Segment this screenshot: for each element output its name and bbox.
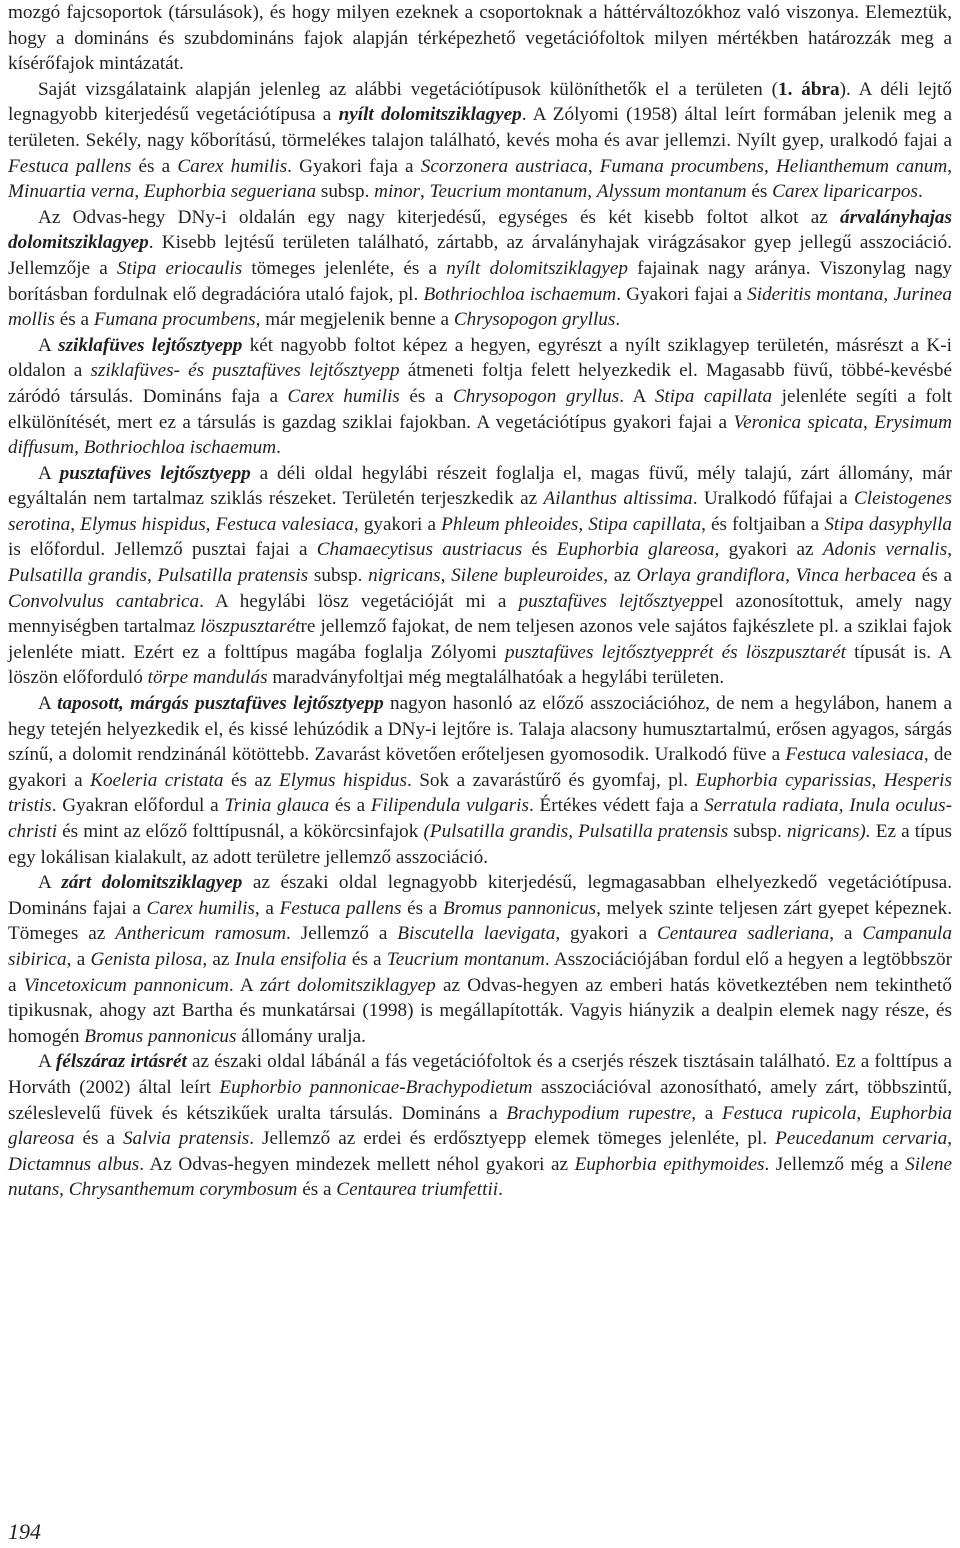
species-name: Stipa dasyphylla xyxy=(824,513,952,535)
species-name: Orlaya grandiflora xyxy=(636,565,786,587)
text-run: és a xyxy=(74,1128,123,1150)
species-name: Stipa capillata xyxy=(654,385,773,407)
text-run: az északi oldal legnagyobb kiterjedésű, legmagasabban elhelyezkedő vegetációtípusa. Domináns fajai a xyxy=(8,872,952,919)
species-name: Campanula sibirica xyxy=(8,923,952,970)
species-name: Dictamnus albus xyxy=(8,1153,140,1175)
vegetation-type: nyílt dolomitsziklagyep xyxy=(338,104,522,126)
species-name: Cleistogenes serotina xyxy=(8,488,952,535)
species-name: Festuca rupicola xyxy=(721,1102,857,1124)
text-run: . xyxy=(498,1179,503,1201)
text-run: , a xyxy=(829,923,863,945)
text-run: és mint az előző folttípusnál, a kökörcsinfajok xyxy=(57,821,424,842)
species-name: Phleum phleoides xyxy=(441,513,579,535)
species-name: Festuca pallens xyxy=(279,897,402,919)
paragraph xyxy=(8,205,952,333)
paragraph xyxy=(8,0,952,77)
text-run: Ez a típus egy lokálisan kialakult, az adott területre jellemző asszociáció. xyxy=(8,821,953,868)
text-run: maradványfoltjai még megtalálhatóak a hegylábi területen. xyxy=(267,667,725,689)
text-run: subsp. xyxy=(308,565,369,587)
species-name: Carex humilis xyxy=(287,385,400,407)
species-name: Festuca valesiaca xyxy=(785,744,924,766)
species-name: Salvia pratensis xyxy=(122,1128,250,1150)
text-run: , xyxy=(763,155,776,177)
text-run: és a xyxy=(131,155,178,177)
vegetation-type: pusztafüves lejtősztyepp xyxy=(59,462,251,484)
species-name: Stipa eriocaulis xyxy=(116,257,243,279)
text-run: gyakori a xyxy=(358,513,442,535)
species-name: Peucedanum cervaria xyxy=(775,1128,948,1150)
text-run: , az xyxy=(603,565,637,587)
text-run: és xyxy=(746,181,773,203)
species-name: Bromus pannonicus xyxy=(84,1025,237,1047)
text-run: , xyxy=(205,513,216,535)
species-name: Brachypodium rupestre xyxy=(506,1102,692,1124)
species-name: Euphorbia cyparissias xyxy=(695,769,872,791)
text-run: . A Zólyomi (1958) által leírt formában jelenik meg a területen. Sekély, nagy kőborítású, törmelékes talajon található, kevés moha és avar jellemzi. Nyílt gyep, uralkodó fajai a xyxy=(8,104,952,151)
text-run: , xyxy=(862,411,875,433)
text-run: és a xyxy=(297,1179,337,1201)
text-run: és a xyxy=(399,385,453,407)
text-run: A xyxy=(38,334,59,356)
species-name: Hesperis tristis xyxy=(8,769,952,817)
text-run: nagyon hasonló az előző asszociációhoz, de nem a hegylábon, hanem a hegy tetején helyezkedik el, és kissé lehúzódik a DNy-i lejtőre is. Talaja alacsony humusztartalmú, erősen agyagos, sárgás színű, a dolomit rendzinánál kötöttebb. Zavarást követően erőteljesen gyomosodik. Uralkodó füve a xyxy=(8,693,953,766)
text-run: , xyxy=(587,181,597,203)
text-run: . A xyxy=(228,974,260,996)
species-name: Convolvulus cantabrica xyxy=(8,590,200,612)
vegetation-type: félszáraz irtásrét xyxy=(55,1051,187,1073)
vegetation-type: árvalányhajas dolomitsziklagyep xyxy=(8,206,952,254)
species-name: pusztafüves lejtősztyepprét és löszpusztarét xyxy=(504,641,846,663)
text-run: , xyxy=(587,155,600,177)
text-run: . Az Odvas-hegyen mindezek mellett néhol gyakori az xyxy=(139,1153,575,1175)
text-run: és a xyxy=(329,795,371,817)
text-run: , xyxy=(871,769,884,791)
species-name: Bothriochloa ischaemum xyxy=(83,437,277,459)
species-name: Adonis vernalis xyxy=(822,539,948,561)
species-name: Anthericum ramosum xyxy=(115,923,287,945)
text-run: asszociációval azonosítható, amely zárt, többszintű, széleslevelű füvek és kétszikűek uralta társulás. Domináns a xyxy=(8,1076,952,1124)
text-run: . xyxy=(276,437,281,459)
text-run: , xyxy=(420,181,430,203)
species-name: törpe mandulás xyxy=(147,667,268,689)
text-run: és a xyxy=(346,948,387,970)
text-run: és a xyxy=(916,565,952,587)
species-name: Genista pilosa xyxy=(90,948,203,970)
species-name: Ailanthus altissima xyxy=(543,488,693,510)
species-name: Centaurea sadleriana xyxy=(657,923,830,945)
text-run: állomány uralja. xyxy=(236,1025,366,1047)
text-run: re jellemző fajokat, de nem teljesen azonos vele sajátos fajkészlete pl. a sziklai fajok jelenléte miatt. Ezért ez a folttípus magába foglalja Zólyomi xyxy=(8,616,952,663)
text-run: . Asszociációjában fordul elő a hegyen a legtöbbször a xyxy=(8,948,953,996)
species-name: Chamaecytisus austriacus xyxy=(316,539,523,561)
text-run: is előfordul. Jellemző pusztai fajai a xyxy=(8,539,317,561)
species-name: Carex humilis xyxy=(146,897,255,919)
text-run: , már megjelenik benne a xyxy=(255,309,454,331)
species-name: Euphorbia epithymoides xyxy=(574,1153,765,1175)
figure-reference: 1. ábra xyxy=(777,78,840,100)
text-run: A xyxy=(38,1051,56,1073)
text-run: A xyxy=(38,872,62,894)
species-name: Biscutella laevigata xyxy=(397,923,556,945)
species-name: Scorzonera austriaca xyxy=(420,155,588,177)
text-run: , és foltjaiban a xyxy=(701,513,825,535)
species-name: Festuca pallens xyxy=(8,155,132,177)
text-run: , xyxy=(440,565,452,587)
text-run: , a xyxy=(66,948,91,970)
text-run: ). A déli lejtő legnagyobb kiterjedésű vegetációtípusa a xyxy=(8,78,952,126)
text-run: . xyxy=(918,181,923,203)
page-number: 194 xyxy=(8,1519,41,1544)
species-name: Euphorbia segueriana xyxy=(143,181,317,203)
species-name: Minuartia verna xyxy=(8,181,135,203)
paragraph xyxy=(8,77,952,205)
species-name: Elymus hispidus xyxy=(278,769,407,791)
text-run: , xyxy=(883,283,894,305)
text-run: és xyxy=(522,539,557,561)
text-run: A xyxy=(38,462,60,484)
text-run: . A xyxy=(619,385,655,407)
text-run: a déli oldal hegylábi részeit foglalja el, magas füvű, mély talajú, zárt állomány, már egyáltalán nem tartalmaz sziklás részeket. Területén terjeszkedik az xyxy=(8,462,952,510)
species-name: Erysimum diffusum xyxy=(8,411,953,459)
text-run: és a xyxy=(401,897,443,919)
species-name: Festuca valesiaca, xyxy=(215,513,359,535)
text-run: Az Odvas-hegy DNy-i oldalán egy nagy kiterjedésű, egységes és két kisebb foltot alkot az xyxy=(38,206,841,228)
vegetation-type: zárt dolomitsziklagyep xyxy=(61,872,243,894)
species-name: Silene nutans, Chrysanthemum corymbosum xyxy=(8,1153,952,1201)
species-name: Teucrium montanum xyxy=(386,948,545,970)
species-name: Euphorbia glareosa xyxy=(8,1102,952,1150)
body-text xyxy=(8,0,952,1203)
text-run: két nagyobb foltot képez a hegyen, egyrészt a nyílt sziklagyep területén, másrészt a K-i oldalon a xyxy=(8,334,952,382)
species-name: Filipendula vulgaris xyxy=(370,795,529,817)
text-run: , a xyxy=(691,1102,722,1124)
species-name: Trinia glauca xyxy=(224,795,330,817)
text-run: jelenléte segíti a folt elkülönítését, mert ez a társulás is gazdag sziklai fajokban. A vegetációtípus gyakori fajai a xyxy=(8,385,953,433)
species-name: Inula ensifolia xyxy=(234,948,347,970)
species-name: nigricans). xyxy=(786,821,871,842)
text-run: Saját vizsgálataink alapján jelenleg az alábbi vegetációtípusok különíthetők el a területen ( xyxy=(38,78,778,100)
species-name: Inula oculus-christi xyxy=(8,795,952,842)
species-name: Serratula radiata xyxy=(704,795,839,817)
text-run: , xyxy=(856,1102,870,1124)
species-name: Fumana procumbens xyxy=(93,309,256,331)
species-name: Chrysopogon gryllus xyxy=(453,309,616,331)
species-name: Veronica spicata xyxy=(733,411,863,433)
species-name: Stipa capillata xyxy=(588,513,702,535)
text-run: A xyxy=(38,693,58,715)
text-run: . A hegylábi lösz vegetációját mi a xyxy=(199,590,519,612)
text-run: átmeneti foltja felett helyezkedik el. Magasabb füvű, többé-kevésbé záródó társulás. Domináns faja a xyxy=(8,360,953,407)
species-name: löszpusztarét xyxy=(200,616,301,638)
text-run: subsp. xyxy=(728,821,787,842)
text-run: el azonosítottuk, amely nagy mennyiségben tartalmaz xyxy=(8,590,953,638)
text-run: . Gyakran előfordul a xyxy=(51,795,225,817)
text-run: , xyxy=(947,155,953,177)
text-run: , melyek szinte teljesen zárt gyepet képeznek. Tömeges az xyxy=(8,897,952,945)
text-run: . Értékes védett faja a xyxy=(528,795,705,817)
paragraph xyxy=(8,1049,952,1203)
text-run: , xyxy=(838,795,850,817)
species-name: nigricans xyxy=(368,565,441,587)
text-run: . Jellemző az erdei és erdősztyepp elemek tömeges jelenléte, pl. xyxy=(249,1128,776,1150)
text-run: , xyxy=(74,437,84,459)
text-run: . xyxy=(615,309,621,331)
species-name: Vinca herbacea xyxy=(795,565,917,587)
text-run: . Sok a zavarástűrő és gyomfaj, pl. xyxy=(406,769,696,791)
species-name: Vincetoxicum pannonicum xyxy=(23,974,229,996)
species-name: Euphorbio pannonicae-Brachypodietum xyxy=(219,1076,533,1098)
species-name: Bromus pannonicus xyxy=(443,897,597,919)
species-name: zárt dolomitsziklagyep xyxy=(260,974,436,996)
text-run: , gyakori az xyxy=(714,539,823,561)
paragraph xyxy=(8,461,952,691)
text-run: , xyxy=(785,565,796,587)
species-name: Jurinea mollis xyxy=(8,283,953,331)
text-run: és az xyxy=(223,769,279,791)
species-name: sziklafüves- és pusztafüves lejtősztyepp xyxy=(90,360,400,382)
text-run: mozgó fajcsoportok (társulások), és hogy milyen ezeknek a csoportoknak a háttérváltozókhoz való viszonya. Elemeztük, hogy a domináns és szubdomináns fajok alapján térképezhető vegetációfoltok milyen mértékben határozzák meg a kísérőfajok mintázatát. xyxy=(8,2,952,75)
species-name: Elymus hispidus xyxy=(80,513,206,535)
species-name: Fumana procumbens xyxy=(599,155,764,177)
species-name: minor xyxy=(374,181,421,203)
text-run: , xyxy=(947,539,953,561)
text-run: , gyakori a xyxy=(555,923,657,945)
text-run: . Gyakori faja a xyxy=(287,155,421,177)
text-run: , xyxy=(134,181,144,203)
text-run: , xyxy=(947,1128,952,1150)
paragraph xyxy=(8,333,952,461)
text-run: az Odvas-hegyen az emberi hatás következtében nem tekinthető tipikusnak, ahogy azt Bartha és munkatársai (1998) is megállapították. Vagyis hiányzik a dealpin elemek nagy része, és homogén xyxy=(8,974,952,1047)
species-name: Carex liparicarpos xyxy=(772,181,918,203)
text-run: fajainak nagy aránya. Viszonylag nagy borításban fordulnak elő degradációra utaló fajok, pl. xyxy=(8,257,952,305)
species-name: nyílt dolomitsziklagyep xyxy=(446,257,629,279)
text-run: , de gyakori a xyxy=(8,744,952,791)
species-name: Pulsatilla grandis, Pulsatilla pratensis xyxy=(8,565,309,587)
text-run: típusát is. A löszön előforduló xyxy=(8,641,952,689)
species-name: Sideritis montana xyxy=(747,283,884,305)
species-name: Helianthemum canum xyxy=(775,155,948,177)
species-name: Chrysopogon gryllus xyxy=(452,385,620,407)
text-run: . Gyakori fajai a xyxy=(616,283,748,305)
text-run: . Uralkodó fűfajai a xyxy=(692,488,854,510)
species-name: Centaurea triumfettii xyxy=(336,1179,499,1201)
paragraph xyxy=(8,870,952,1049)
vegetation-type: taposott, márgás pusztafüves lejtősztyepp xyxy=(57,693,384,715)
text-run: tömeges jelenléte, és a xyxy=(242,257,447,279)
text-run: , xyxy=(70,513,81,535)
species-name: Koeleria cristata xyxy=(90,769,224,791)
species-name: Euphorbia glareosa xyxy=(556,539,715,561)
species-name: (Pulsatilla grandis, Pulsatilla pratensis xyxy=(423,821,729,842)
species-name: Carex humilis xyxy=(177,155,288,177)
vegetation-type: sziklafüves lejtősztyepp xyxy=(58,334,243,356)
species-name: Silene bupleuroides xyxy=(451,565,604,587)
text-run: az északi oldal lábánál a fás vegetációfoltok és a cserjés részek tisztásain található. Ez a folttípus a Horváth (2002) által leírt xyxy=(8,1051,952,1098)
paragraph xyxy=(8,691,952,870)
species-name: Teucrium montanum xyxy=(429,181,588,203)
text-run: , a xyxy=(254,897,280,919)
species-name: Bothriochloa ischaemum xyxy=(423,283,617,305)
text-run: subsp. xyxy=(316,181,375,203)
text-run: , xyxy=(578,513,589,535)
text-run: . Kisebb lejtésű területen található, zártabb, az árvalányhajak virágzásakor gyep jellegű asszociáció. Jellemzője a xyxy=(8,232,952,279)
species-name: Alyssum montanum xyxy=(596,181,747,203)
text-run: . Jellemző a xyxy=(286,923,398,945)
text-run: . Jellemző még a xyxy=(764,1153,906,1175)
species-name: pusztafüves lejtősztyepp xyxy=(518,590,710,612)
text-run: , az xyxy=(202,948,235,970)
text-run: és a xyxy=(54,309,94,331)
